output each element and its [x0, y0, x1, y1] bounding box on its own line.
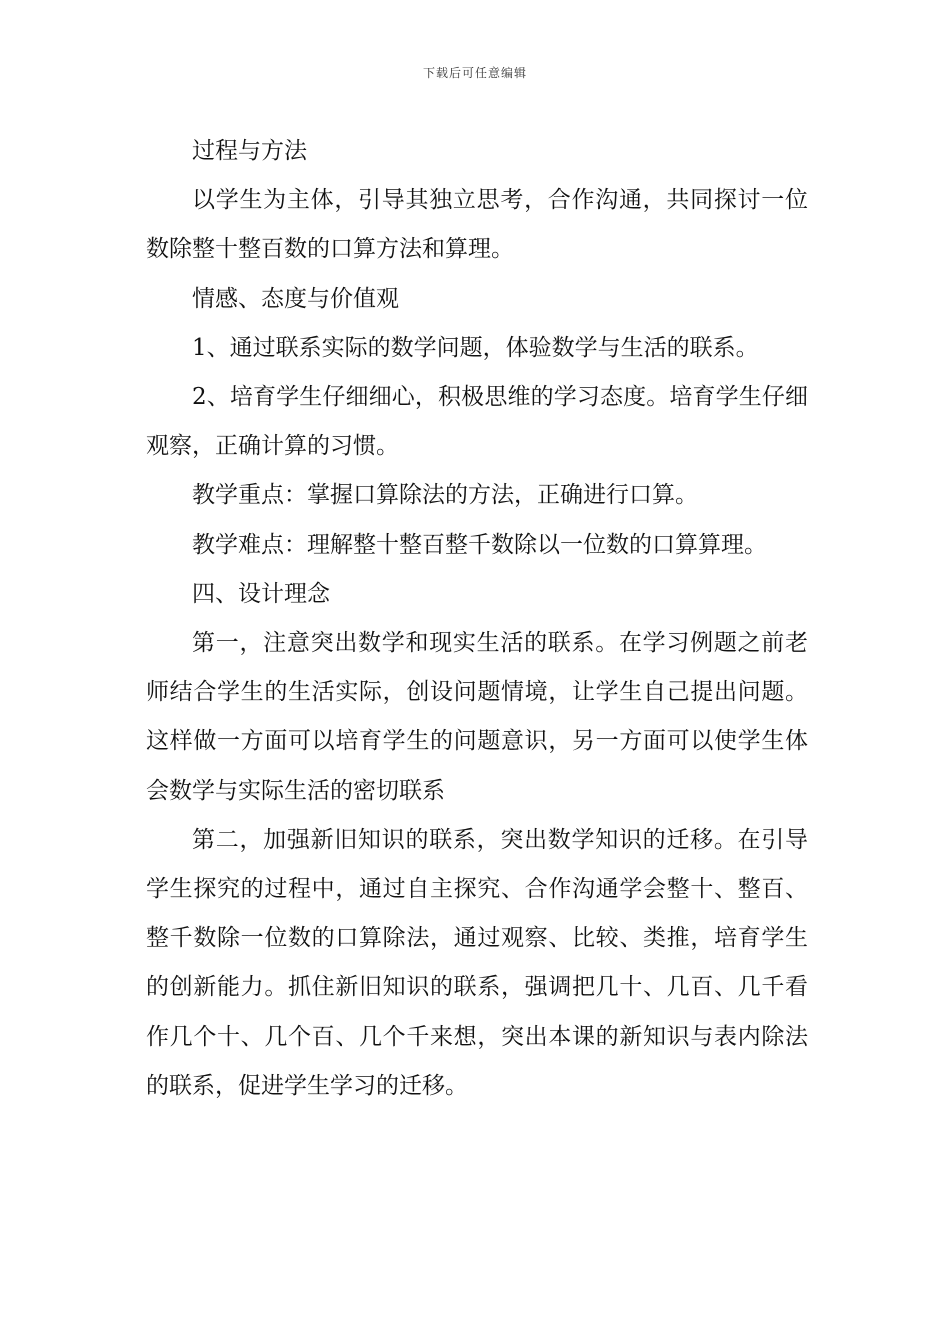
- section-heading-process-method: 过程与方法: [192, 138, 307, 164]
- section-heading-emotion-attitude: 情感、态度与价值观: [192, 285, 399, 312]
- document-body: [146, 127, 808, 1111]
- teaching-key-point: 教学重点：掌握口算除法的方法，正确进行口算。: [192, 482, 698, 509]
- paragraph: 以学生为主体，引导其独立思考，合作沟通，共同探讨一位数除整十整百数的口算方法和算理。: [146, 187, 808, 263]
- page-header: 下载后可任意编辑: [422, 66, 527, 80]
- paragraph: 第一，注意突出数学和现实生活的联系。在学习例题之前老师结合学生的生活实际，创设问题情境，让学生自己提出问题。这样做一方面可以培育学生的问题意识，另一方面可以使学生体会数学与实际生活的密切联系: [146, 630, 808, 804]
- paragraph: 第二，加强新旧知识的联系，突出数学知识的迁移。在引导学生探究的过程中，通过自主探究、合作沟通学会整十、整百、整千数除一位数的口算除法，通过观察、比较、类推，培育学生的创新能力。抓住新旧知识的联系，强调把几十、几百、几千看作几个十、几个百、几个千来想，突出本课的新知识与表内除法的联系，促进学生学习的迁移。: [146, 826, 808, 1099]
- list-item: 2、培育学生仔细细心，积极思维的学习态度。培育学生仔细观察，正确计算的习惯。: [146, 384, 808, 460]
- teaching-difficulty: 教学难点：理解整十整百整千数除以一位数的口算算理。: [192, 531, 767, 558]
- list-item: 1、通过联系实际的数学问题，体验数学与生活的联系。: [192, 334, 759, 361]
- section-heading-design-concept: 四、设计理念: [192, 580, 330, 607]
